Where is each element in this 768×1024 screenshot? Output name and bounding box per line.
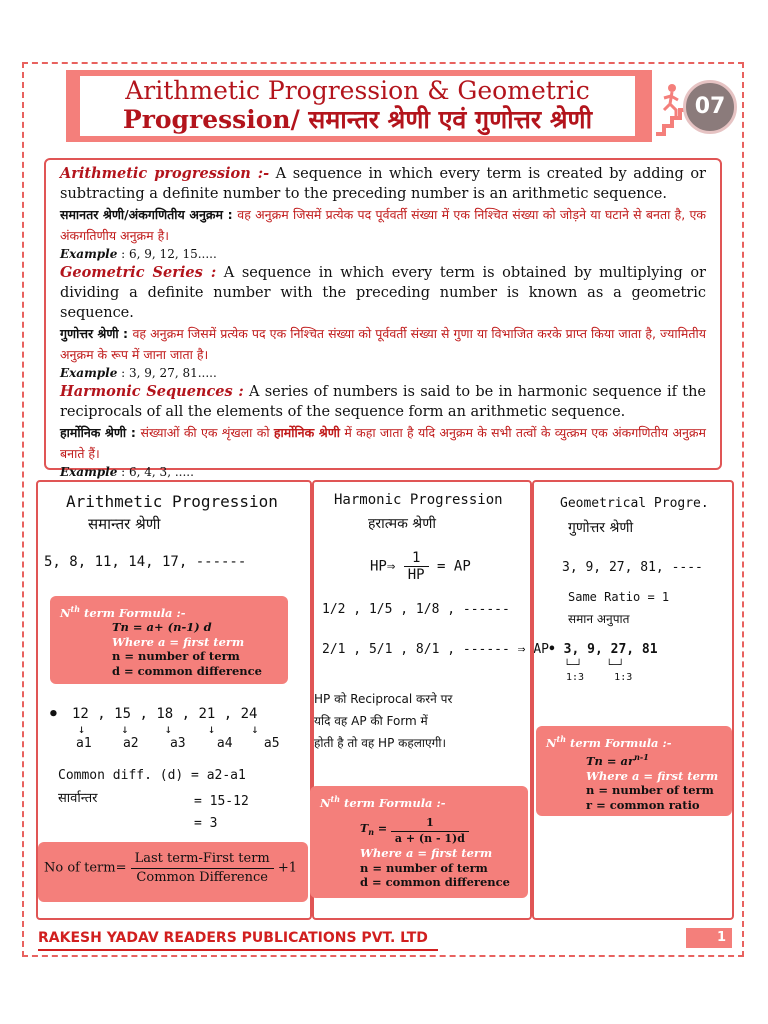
footer-publisher: RAKESH YADAV READERS PUBLICATIONS PVT. LTD: [38, 930, 428, 946]
hs-hindi-text-1: संख्याओं की एक शृंखला को: [140, 425, 274, 440]
hs-hindi-bold: हार्मोनिक श्रेणी: [273, 425, 341, 440]
gp-n-line: n = number of term: [586, 783, 714, 798]
gp-ratio-2: 1:3: [614, 672, 633, 683]
hp-formula-box: [310, 786, 528, 898]
gp-ratio-labels: [566, 672, 632, 683]
hp-formula-num: 1: [391, 816, 469, 832]
gp-formula: Tn = ar: [586, 754, 635, 769]
ap-label-4: a4: [216, 736, 233, 751]
gs-hindi-text: वह अनुक्रम जिसमें प्रत्येक पद एक निश्चित संख्या को पूर्ववर्ती संख्या से गुणा या विभाजित करके प्राप्त किया जाता है, ज्यामितीय अनुक्रम के रूप में जाना जाता है।: [60, 326, 706, 362]
hp-eq-right: = AP: [437, 558, 471, 575]
ap-formula: Tn = a+ (n-1) d: [112, 620, 212, 635]
gp-ratio-brackets: └─┘ └─┘: [564, 660, 625, 671]
gs-example-value: : 3, 9, 27, 81.....: [117, 366, 217, 380]
ap-where-line: Where a = first term: [112, 634, 245, 649]
hp-formula-n: N: [320, 795, 331, 810]
ap-common-diff: Common diff. (d) = a2-a1: [58, 768, 246, 783]
ap-terms-row: 12 , 15 , 18 , 21 , 24: [72, 706, 258, 722]
hp-formula-sup: th: [330, 794, 341, 804]
ap-series: 5, 8, 11, 14, 17, ------: [44, 554, 247, 570]
gp-formula-n: N: [546, 735, 557, 750]
hp-heading-hindi: हरात्मक श्रेणी: [368, 516, 436, 532]
hp-sequence-1: 1/2 , 1/5 , 1/8 , ------: [322, 602, 510, 617]
ap-formula-n: N: [60, 605, 71, 620]
hs-example-label: Example: [60, 465, 118, 479]
gp-heading-hindi: गुणोत्तर श्रेणी: [568, 520, 634, 536]
hs-hindi-definition: [60, 422, 706, 464]
hp-eq-fraction: [404, 550, 429, 583]
ap-term-5: 24: [240, 706, 258, 722]
chapter-badge: [652, 72, 736, 140]
ap-label-5: a5: [263, 736, 280, 751]
hp-d-line: d = common difference: [360, 875, 510, 890]
hp-n-line: n = number of term: [360, 860, 488, 875]
gp-formula-exp: n-1: [634, 752, 649, 763]
hp-heading: Harmonic Progression: [334, 492, 503, 508]
ap-term-3: 18: [156, 706, 174, 722]
gp-where-line: Where a = first term: [586, 768, 719, 783]
hs-hindi-term: हार्मोनिक श्रेणी :: [60, 425, 141, 440]
ap-heading-hindi: समान्तर श्रेणी: [88, 515, 161, 533]
ap-formula-title: term Formula :-: [80, 605, 186, 620]
gs-term: Geometric Series :: [60, 264, 217, 281]
ap-definition: [60, 164, 706, 204]
ap-term: Arithmetic progression :-: [60, 165, 270, 182]
gs-example: [60, 365, 706, 382]
ap-label-1: a1: [76, 736, 92, 751]
ap-heading: Arithmetic Progression: [66, 492, 278, 511]
ap-example: [60, 246, 706, 263]
gs-definition: [60, 263, 706, 323]
hs-term: Harmonic Sequences :: [60, 383, 244, 400]
ap-example-label: Example: [60, 247, 118, 261]
no-of-term-box: [38, 842, 308, 902]
gp-r-line: r = common ratio: [586, 797, 700, 812]
gp-heading: Geometrical Progre.: [560, 496, 709, 511]
gs-text: A sequence in which every term is obtained by multiplying or dividing a definite number with the preceding number is known as a geometric sequence.: [60, 265, 706, 321]
ap-hindi-definition: [60, 204, 706, 246]
hp-formula-fraction: [391, 816, 469, 846]
gp-same-ratio-hindi: समान अनुपात: [568, 612, 630, 626]
gp-formula-sup: th: [556, 734, 567, 744]
ap-term-1: 12: [72, 706, 89, 722]
hp-eq-num: 1: [404, 550, 429, 567]
gs-hindi-term: गुणोत्तर श्रेणी :: [60, 326, 133, 341]
gs-example-label: Example: [60, 366, 118, 380]
gp-column: [532, 480, 734, 920]
gp-ratio-1: 1:3: [566, 672, 585, 683]
ap-d-line: d = common difference: [112, 663, 262, 678]
ap-step-1: = 15-12: [194, 794, 249, 809]
ap-formula-box: [50, 596, 288, 684]
ap-text: A sequence in which every term is created by adding or subtracting a definite number to the preceding number is an arithmetic sequence.: [60, 166, 706, 202]
page-title: [80, 76, 635, 134]
footer-underline: [38, 949, 438, 951]
no-of-term-denominator: Common Difference: [136, 870, 268, 885]
ap-arrows: ↓ ↓ ↓ ↓ ↓: [78, 722, 259, 736]
definitions-box: [44, 158, 722, 479]
hp-eq-left: HP⇒: [370, 558, 396, 575]
ap-bullet: •: [48, 704, 59, 725]
ap-term-4: 21: [198, 706, 216, 722]
ap-step-2: = 3: [194, 816, 218, 831]
ap-n-line: n = number of term: [112, 649, 240, 664]
hs-text: A series of numbers is said to be in harmonic sequence if the reciprocals of all the elements of the sequence form an arithmetic sequence.: [60, 384, 706, 420]
title-line-1: Arithmetic Progression & Geometric: [125, 76, 590, 105]
hp-where-line: Where a = first term: [360, 846, 493, 861]
gp-formula-box: [536, 726, 732, 816]
chapter-number: 07: [683, 80, 737, 134]
page-number: 1: [686, 928, 732, 948]
gp-formula-title: term Formula :-: [566, 735, 672, 750]
hp-column: [312, 480, 549, 920]
hs-definition: [60, 382, 706, 422]
no-of-term-plus: +1: [277, 860, 298, 876]
hp-sequence-2: 2/1 , 5/1 , 8/1 , ------ ⇒ AP: [322, 642, 549, 657]
ap-term-2: 15: [114, 706, 132, 722]
hp-note-1: HP को Reciprocal करने पर: [314, 692, 453, 706]
ap-column: [36, 480, 312, 920]
hp-formula: $T_n$ = $\frac{1}{a + (n - 1)d}$: [320, 816, 518, 846]
ap-label-2: a2: [122, 736, 139, 751]
no-of-term-fraction: [131, 850, 274, 887]
gp-series-2: • 3, 9, 27, 81: [548, 642, 658, 657]
no-of-term-label: No of term=: [44, 860, 127, 876]
hp-formula-den: a + (n - 1)d: [394, 831, 465, 845]
hp-equation: [370, 550, 471, 583]
hp-note-3: होती है तो वह HP कहलाएगी।: [314, 736, 447, 750]
ap-hindi-text: वह अनुक्रम जिसमें प्रत्येक पद पूर्ववर्ती संख्या में एक निश्चित संख्या को जोड़ने या घटाने से बनता है, एक अंकगतिणीय अनुक्रम है।: [60, 207, 706, 243]
hp-note-2: यदि वह AP की Form में: [314, 714, 428, 728]
no-of-term-numerator: Last term-First term: [131, 850, 274, 869]
ap-term-labels: [76, 736, 280, 751]
title-line-2: Progression/ समान्तर श्रेणी एवं गुणोत्तर श्रेणी: [122, 105, 593, 134]
ap-label-3: a3: [169, 736, 186, 751]
ap-common-diff-hindi: सार्वान्तर: [58, 791, 98, 806]
ap-example-value: : 6, 9, 12, 15.....: [117, 247, 217, 261]
ap-hindi-term: समानतर श्रेणी/अंकगणितीय अनुक्रम :: [60, 207, 238, 222]
hp-formula-title: term Formula :-: [340, 795, 446, 810]
hs-example: [60, 464, 706, 481]
gp-series: 3, 9, 27, 81, ----: [562, 560, 703, 575]
gp-same-ratio: Same Ratio = 1: [568, 590, 670, 604]
ap-formula-sup: th: [70, 604, 81, 614]
gs-hindi-definition: [60, 323, 706, 365]
hs-hindi-text-2: में कहा जाता है यदि अनुक्रम के सभी तत्वों के व्युत्क्रम एक अंकगणितीय अनुक्रम बनाते हैं।: [60, 425, 707, 461]
hp-eq-den: HP: [407, 567, 425, 583]
hs-example-value: : 6, 4, 3, .....: [117, 465, 194, 479]
